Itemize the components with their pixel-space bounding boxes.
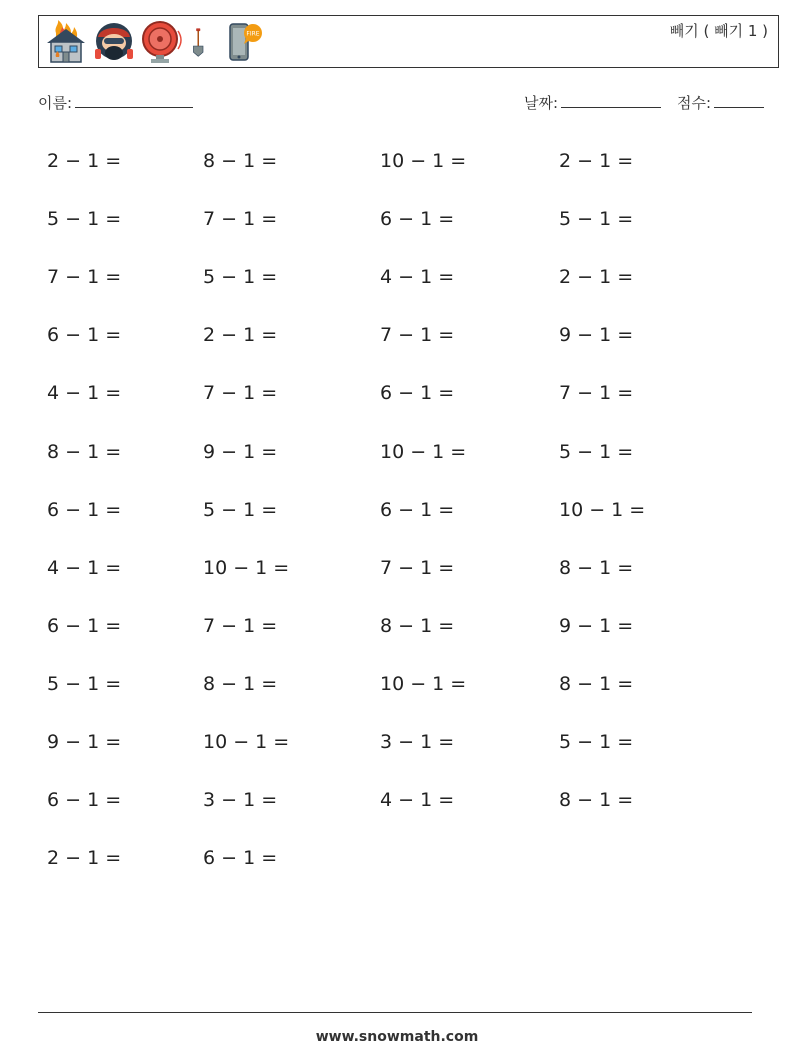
problem-item: 4 − 1 =	[380, 266, 455, 289]
problem-item: 3 − 1 =	[203, 789, 278, 812]
problem-item: 6 − 1 =	[203, 847, 278, 870]
problem-item: 7 − 1 =	[203, 208, 278, 231]
problem-item: 2 − 1 =	[47, 150, 122, 172]
problem-item: 7 − 1 =	[380, 556, 455, 579]
problem-item: 6 − 1 =	[380, 208, 455, 231]
problem-item: 4 − 1 =	[380, 789, 455, 812]
problem-item: 7 − 1 =	[559, 382, 634, 405]
worksheet-title: 빼기 ( 빼기 1 )	[669, 22, 768, 40]
problem-item: 10 − 1 =	[380, 672, 467, 695]
problem-item: 8 − 1 =	[380, 614, 455, 637]
problem-item: 10 − 1 =	[559, 498, 646, 521]
score-label: 점수:	[677, 94, 712, 112]
problem-item: 4 − 1 =	[47, 556, 122, 579]
problem-item: 7 − 1 =	[203, 382, 278, 405]
problem-item: 8 − 1 =	[559, 789, 634, 812]
problem-item: 6 − 1 =	[47, 498, 122, 521]
problem-item: 10 − 1 =	[380, 150, 467, 172]
problem-item: 9 − 1 =	[559, 614, 634, 637]
name-label: 이름:	[38, 94, 73, 112]
problem-item: 7 − 1 =	[47, 266, 122, 289]
problem-item: 8 − 1 =	[559, 556, 634, 579]
problem-item: 8 − 1 =	[47, 440, 122, 463]
problem-item: 9 − 1 =	[559, 324, 634, 347]
problem-item: 2 − 1 =	[559, 266, 634, 289]
problem-item: 2 − 1 =	[203, 324, 278, 347]
problem-item: 5 − 1 =	[203, 266, 278, 289]
problem-item: 10 − 1 =	[203, 731, 290, 753]
problem-item: 9 − 1 =	[203, 440, 278, 463]
problem-item: 5 − 1 =	[47, 208, 122, 231]
problem-item: 8 − 1 =	[203, 150, 278, 172]
problem-item: 8 − 1 =	[203, 672, 278, 695]
problem-item: 10 − 1 =	[380, 440, 467, 463]
problem-item: 5 − 1 =	[47, 672, 122, 695]
footer-url: www.snowmath.com	[315, 1029, 479, 1045]
problem-item: 2 − 1 =	[47, 847, 122, 870]
problem-item: 6 − 1 =	[380, 382, 455, 405]
problem-item: 4 − 1 =	[47, 382, 122, 405]
problem-item: 9 − 1 =	[47, 731, 122, 753]
problem-item: 5 − 1 =	[559, 208, 634, 231]
problem-item: 6 − 1 =	[47, 789, 122, 812]
problem-item: 5 − 1 =	[559, 731, 634, 753]
problem-item: 6 − 1 =	[380, 498, 455, 521]
footer-divider	[38, 1012, 752, 1013]
problem-item: 7 − 1 =	[203, 614, 278, 637]
problem-item: 6 − 1 =	[47, 324, 122, 347]
problem-item: 5 − 1 =	[559, 440, 634, 463]
problem-item: 3 − 1 =	[380, 731, 455, 753]
problem-item: 5 − 1 =	[203, 498, 278, 521]
problem-item: 2 − 1 =	[559, 150, 634, 172]
problem-item: 10 − 1 =	[203, 556, 290, 579]
problem-item: 6 − 1 =	[47, 614, 122, 637]
problem-item: 7 − 1 =	[380, 324, 455, 347]
svg-text:FIRE: FIRE	[246, 30, 260, 38]
date-label: 날짜:	[524, 94, 559, 112]
problem-item: 8 − 1 =	[559, 672, 634, 695]
